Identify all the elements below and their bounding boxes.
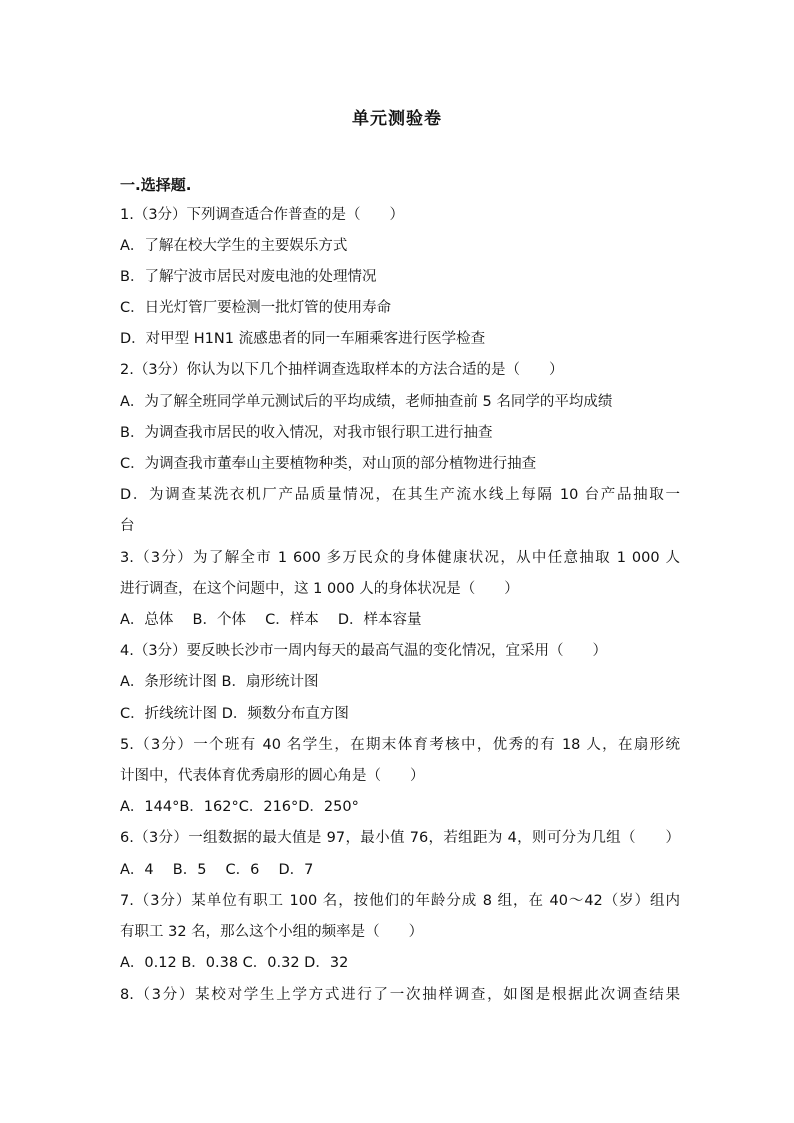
- question-1-option-b: B．了解宁波市居民对废电池的处理情况: [120, 269, 377, 285]
- question-5-options: A．144°B．162°C．216°D．250°: [120, 799, 359, 815]
- question-3-stem-cont: 进行调查，在这个问题中，这 1 000 人的身体状况是（ ）: [120, 581, 519, 597]
- question-2-option-c: C．为调查我市董奉山主要植物种类，对山顶的部分植物进行抽查: [120, 456, 537, 472]
- question-4-stem: 4.（3分）要反映长沙市一周内每天的最高气温的变化情况，宜采用（ ）: [120, 643, 608, 659]
- question-7-stem: 7.（3分）某单位有职工 100 名，按他们的年龄分成 8 组，在 40～42（岁）组内: [120, 893, 680, 909]
- question-1-option-a: A．了解在校大学生的主要娱乐方式: [120, 238, 348, 254]
- question-4-options-ab: A．条形统计图 B．扇形统计图: [120, 674, 319, 690]
- question-2-option-a: A．为了解全班同学单元测试后的平均成绩，老师抽查前 5 名同学的平均成绩: [120, 394, 613, 410]
- question-3-stem: 3.（3分）为了解全市 1 600 多万民众的身体健康状况，从中任意抽取 1 000 人: [120, 550, 680, 566]
- question-1-option-d: D．对甲型 H1N1 流感患者的同一车厢乘客进行医学检查: [120, 331, 486, 347]
- section-heading: 一.选择题.: [120, 176, 192, 194]
- question-2-option-d-cont: 台: [120, 518, 135, 534]
- page-title: 单元测验卷: [352, 109, 442, 129]
- question-4-options-cd: C．折线统计图 D．频数分布直方图: [120, 706, 349, 722]
- question-3-options: A．总体 B．个体 C．样本 D．样本容量: [120, 612, 422, 628]
- question-7-options: A．0.12 B．0.38 C．0.32 D．32: [120, 955, 349, 971]
- question-6-stem: 6.（3分）一组数据的最大值是 97，最小值 76，若组距为 4，则可分为几组（ ）: [120, 830, 680, 846]
- question-2-option-d: D．为调查某洗衣机厂产品质量情况，在其生产流水线上每隔 10 台产品抽取一: [120, 487, 680, 503]
- question-2-option-b: B．为调查我市居民的收入情况，对我市银行职工进行抽查: [120, 425, 493, 441]
- question-2-stem: 2.（3分）你认为以下几个抽样调查选取样本的方法合适的是（ ）: [120, 362, 564, 378]
- question-1-option-c: C．日光灯管厂要检测一批灯管的使用寿命: [120, 300, 392, 316]
- question-7-stem-cont: 有职工 32 名，那么这个小组的频率是（ ）: [120, 924, 424, 940]
- question-1-stem: 1.（3分）下列调查适合作普查的是（ ）: [120, 207, 405, 223]
- question-5-stem-cont: 计图中，代表体育优秀扇形的圆心角是（ ）: [120, 768, 425, 784]
- question-8-stem: 8.（3分）某校对学生上学方式进行了一次抽样调查，如图是根据此次调查结果: [120, 987, 680, 1003]
- question-5-stem: 5.（3分）一个班有 40 名学生，在期末体育考核中，优秀的有 18 人，在扇形统: [120, 737, 680, 753]
- question-6-options: A．4 B．5 C．6 D．7: [120, 862, 314, 878]
